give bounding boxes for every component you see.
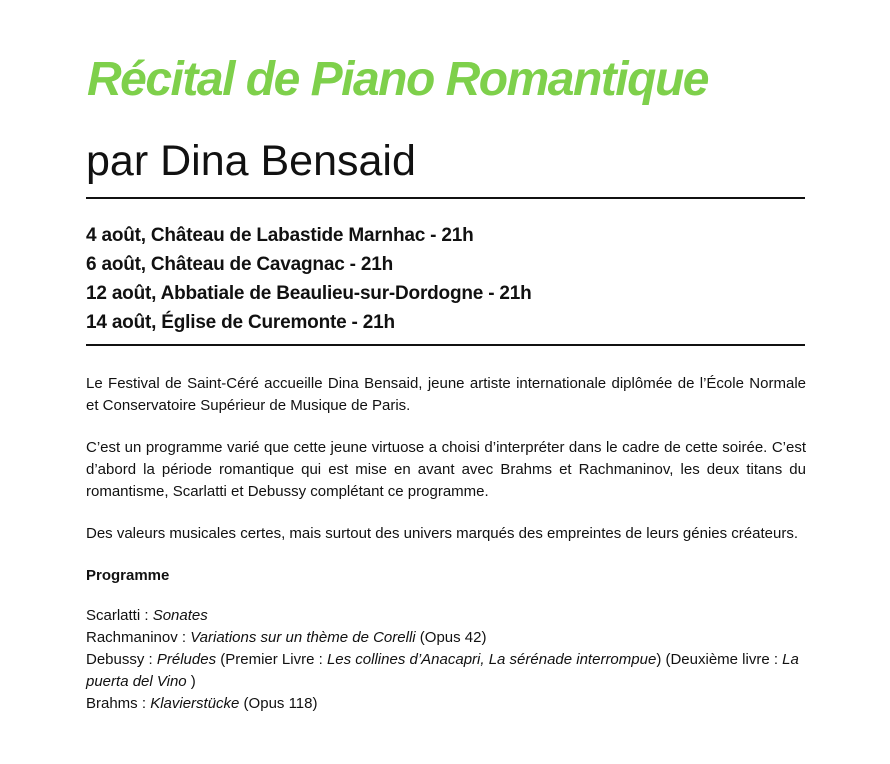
date-item: 12 août, Abbatiale de Beaulieu-sur-Dordogne - 21h <box>86 283 532 304</box>
composer-name: Brahms : <box>86 695 151 712</box>
work-pieces: La puerta del Vino <box>86 651 799 690</box>
page-subtitle: par Dina Bensaid <box>86 137 416 185</box>
work-title: Sonates <box>152 607 208 624</box>
divider-bottom <box>86 344 805 346</box>
work-note: (Premier Livre : <box>216 651 327 668</box>
composer-name: Scarlatti : <box>86 607 153 624</box>
dates-list <box>86 221 532 337</box>
composer-name: Rachmaninov : <box>86 629 191 646</box>
programme-item-scarlatti <box>86 605 806 627</box>
date-item: 14 août, Église de Curemonte - 21h <box>86 312 395 333</box>
programme-item-debussy <box>86 649 806 693</box>
programme-item-rachmaninov <box>86 627 806 649</box>
work-note: ) (Deuxième livre : <box>656 651 783 668</box>
work-title: Préludes <box>156 651 217 668</box>
page-title: Récital de Piano Romantique <box>87 53 708 106</box>
composer-name: Debussy : <box>86 651 157 668</box>
work-note: (Opus 118) <box>239 695 318 712</box>
programme-list <box>86 605 806 715</box>
paragraph: C’est un programme varié que cette jeune virtuose a choisi d’interpréter dans le cadre de cette soirée. C’est d’abord la période romantique qui est mise en avant avec Brahms et Rachmaninov, les deux titans du romantisme, Scarlatti et Debussy complétant ce programme. <box>86 439 806 500</box>
paragraph: Des valeurs musicales certes, mais surtout des univers marqués des empreintes de leurs génies créateurs. <box>86 525 798 542</box>
paragraph: Le Festival de Saint-Céré accueille Dina Bensaid, jeune artiste internationale diplômée de l’École Normale et Conservatoire Supérieur de Musique de Paris. <box>86 375 806 414</box>
programme-item-brahms <box>86 693 806 715</box>
divider-top <box>86 197 805 199</box>
work-note: (Opus 42) <box>415 629 487 646</box>
work-title: Klavierstücke <box>150 695 240 712</box>
work-title: Variations sur un thème de Corelli <box>190 629 416 646</box>
date-item: 4 août, Château de Labastide Marnhac - 21h <box>86 225 474 246</box>
programme-heading: Programme <box>86 567 170 584</box>
date-item: 6 août, Château de Cavagnac - 21h <box>86 254 393 275</box>
body-text <box>86 373 806 715</box>
work-note: ) <box>186 673 196 690</box>
work-pieces: Les collines d’Anacapri, La sérénade interrompue <box>326 651 657 668</box>
